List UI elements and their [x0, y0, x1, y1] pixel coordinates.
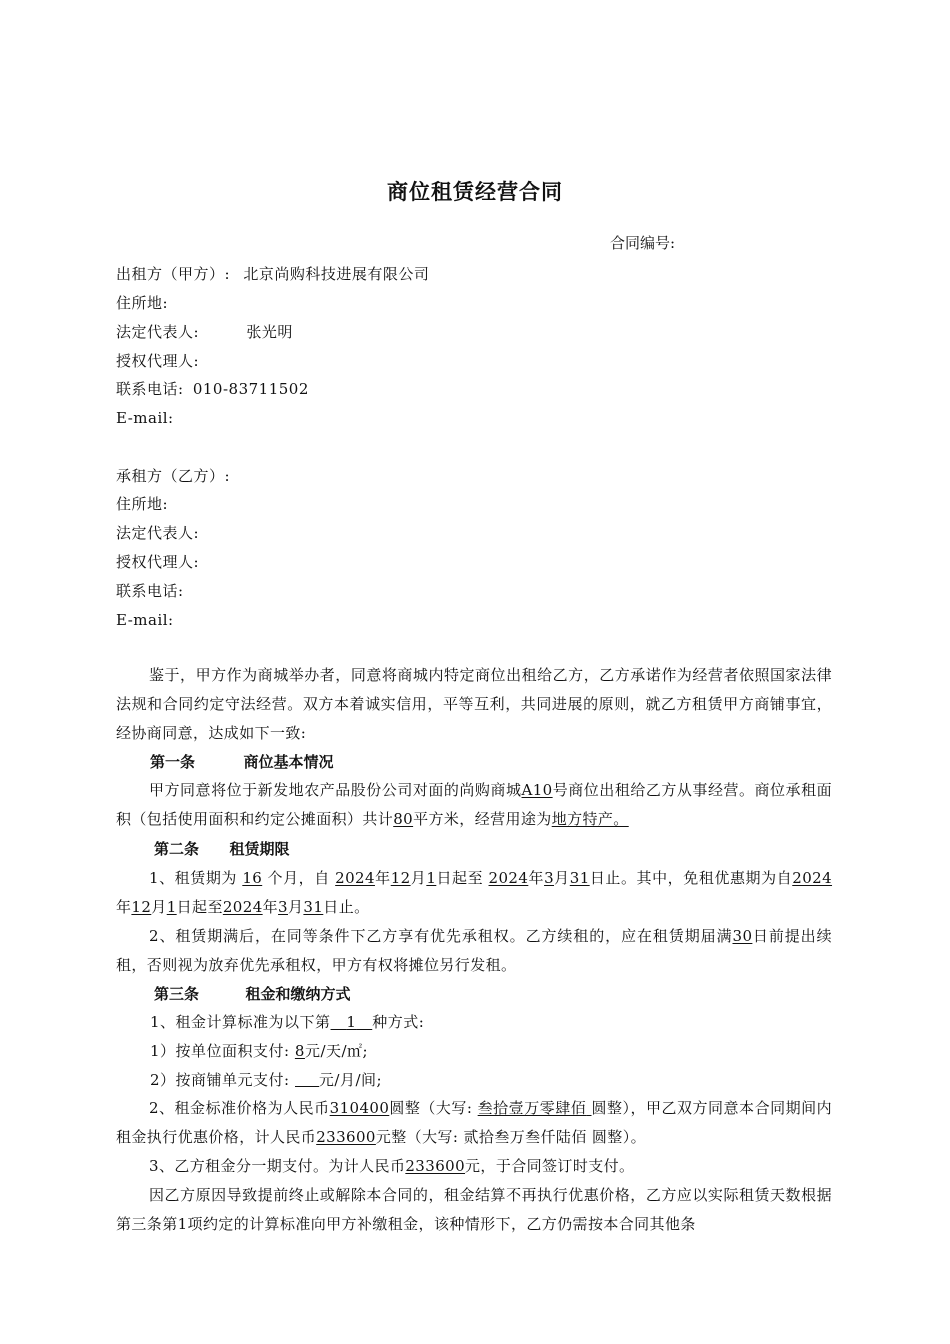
article-2-title: 租赁期限	[229, 840, 290, 858]
early-termination-paragraph: 因乙方原因导致提前终止或解除本合同的，租金结算不再执行优惠价格，乙方应以实际租赁天数根据第三条第1项约定的计算标准向甲方补缴租金，该种情形下，乙方仍需按本合同其他条	[116, 1186, 832, 1233]
lease-term-text-3: 日起至	[436, 869, 484, 887]
free-start-month: 12	[131, 898, 152, 916]
lease-term-text-4: 日止。其中，免租优惠期为自	[589, 869, 793, 887]
standard-amount-words-text: 叁拾壹万零肆佰	[477, 1099, 587, 1117]
lessor-phone-label: 联系电话:	[116, 380, 184, 398]
end-day: 31	[569, 869, 590, 887]
rent-standard-text-1: 1、租金计算标准为以下第	[150, 1013, 331, 1031]
article-3-heading	[154, 983, 351, 1005]
preamble-paragraph: 鉴于，甲方作为商城举办者，同意将商城内特定商位出租给乙方，乙方承诺作为经营者依照国家法律法规和合同约定守法经营。双方本着诚实信用，平等互利，共同进展的原则，就乙方租赁甲方商铺事宜，经协商同意，达成如下一致:	[116, 666, 832, 742]
renewal-paragraph	[116, 922, 832, 980]
free-start-year: 2024	[792, 869, 833, 887]
renewal-text-2: 日前提出续租，否则视为放弃优先承租权，甲方有权将摊位另行发租。	[116, 927, 832, 974]
article-3-number: 第三条	[154, 985, 200, 1003]
lessor-name: 北京尚购科技进展有限公司	[243, 265, 430, 283]
lessor-address-label: 住所地:	[116, 294, 169, 312]
article-1-title: 商位基本情况	[243, 753, 334, 771]
renewal-text-1: 2、租赁期满后，在同等条件下乙方享有优先承租权。乙方续租的，应在租赁期届满	[149, 927, 733, 945]
article-1-text-3: 平方米，经营用途为	[413, 810, 552, 828]
unit-pricing-unit: 元/月/间;	[318, 1071, 383, 1089]
unit-price-blank	[295, 1070, 319, 1087]
unit-pricing-line	[150, 1069, 382, 1091]
free-start-day: 1	[166, 898, 177, 916]
rent-standard-text-2: 种方式:	[372, 1013, 425, 1031]
payment-text-2: 元，于合同签订时支付。	[465, 1157, 635, 1175]
unit-pricing-label: 2）按商铺单元支付:	[150, 1071, 290, 1089]
start-day: 1	[426, 869, 437, 887]
rent-price-text-4: 元整（大写:	[375, 1128, 459, 1146]
rent-price-text-1: 2、租金标准价格为人民币	[149, 1099, 330, 1117]
year-unit: 年	[262, 898, 279, 916]
rent-method-number: 1	[346, 1013, 357, 1031]
article-1-text-1: 甲方同意将位于新发地农产品股份公司对面的尚购商城	[149, 781, 522, 799]
lessee-email-label: E-mail:	[116, 611, 174, 629]
lessor-legal-rep: 张光明	[246, 323, 293, 341]
lessor-line	[116, 263, 429, 285]
area-pricing-label: 1）按单位面积支付:	[150, 1042, 290, 1060]
payment-paragraph	[116, 1152, 832, 1181]
end-month: 3	[544, 869, 555, 887]
rent-price-paragraph	[116, 1094, 832, 1152]
free-end-day: 31	[303, 898, 324, 916]
article-1-text-2: 号商位出租给乙方从事经营。商位承租面积（包括使用面积和约定公摊面积）共计	[116, 781, 832, 828]
contract-number-label: 合同编号:	[610, 234, 676, 252]
free-end-month: 3	[278, 898, 288, 916]
month-unit: 月	[410, 869, 427, 887]
month-unit: 月	[151, 898, 167, 916]
article-2-number: 第二条	[154, 840, 200, 858]
article-1-number: 第一条	[150, 753, 196, 771]
stall-number: A10	[521, 781, 553, 799]
lease-term-text-3: 日起至	[176, 898, 223, 916]
payment-text-1: 3、乙方租金分一期支付。为计人民币	[149, 1157, 406, 1175]
lessee-address-label: 住所地:	[116, 495, 169, 513]
month-unit: 月	[554, 869, 570, 887]
lessor-legal-rep-line	[116, 321, 293, 343]
start-month: 12	[390, 869, 411, 887]
business-usage: 地方特产。	[551, 810, 629, 828]
unit-price: 8	[294, 1042, 305, 1060]
stall-area: 80	[393, 810, 414, 828]
lessee-legal-rep-label: 法定代表人:	[116, 524, 200, 542]
discount-amount: 233600	[316, 1128, 376, 1146]
lessee-agent-label: 授权代理人:	[116, 553, 200, 571]
lessor-phone: 010-83711502	[192, 380, 309, 398]
area-pricing-unit: 元/天/㎡;	[304, 1042, 369, 1060]
lessor-email-label: E-mail:	[116, 409, 174, 427]
month-unit: 月	[288, 898, 304, 916]
rent-method-choice	[331, 1013, 373, 1031]
year-unit: 年	[528, 869, 545, 887]
lessee-phone-label: 联系电话:	[116, 582, 184, 600]
discount-amount-words: 贰拾叁万叁仟陆佰	[463, 1128, 587, 1146]
year-unit: 年	[116, 898, 132, 916]
rent-standard-line	[150, 1011, 424, 1033]
article-2-heading	[154, 838, 290, 860]
free-end-year: 2024	[222, 898, 263, 916]
lessor-label: 出租方（甲方）:	[116, 265, 231, 283]
lessor-phone-line	[116, 378, 309, 400]
lease-term-text-1: 1、租赁期为	[149, 869, 237, 887]
article-1-heading	[150, 751, 334, 773]
lease-term-paragraph	[116, 864, 832, 922]
lessee-label: 承租方（乙方）:	[116, 467, 231, 485]
article-3-title: 租金和缴纳方式	[245, 985, 351, 1003]
standard-amount: 310400	[329, 1099, 390, 1117]
standard-amount-words	[478, 1099, 592, 1117]
rent-price-text-3: 圆整），甲乙双方同意本合同期间内租金执行优惠价格，计人民币	[116, 1099, 832, 1146]
lease-months: 16	[242, 869, 263, 887]
end-year: 2024	[488, 869, 529, 887]
year-unit: 年	[374, 869, 391, 887]
area-pricing-line	[150, 1040, 368, 1062]
rent-price-text-5: 圆整）。	[591, 1128, 646, 1146]
lessor-agent-label: 授权代理人:	[116, 352, 200, 370]
lease-term-text-2: 个月，自	[267, 869, 330, 887]
document-title: 商位租赁经营合同	[387, 180, 563, 204]
rent-price-text-2: 圆整（大写:	[389, 1099, 473, 1117]
lessor-legal-rep-label: 法定代表人:	[116, 323, 200, 341]
article-1-paragraph	[116, 776, 832, 834]
renewal-days: 30	[732, 927, 753, 945]
start-year: 2024	[335, 869, 375, 887]
payment-amount: 233600	[405, 1157, 466, 1175]
lease-term-text-5: 日止。	[323, 898, 370, 916]
